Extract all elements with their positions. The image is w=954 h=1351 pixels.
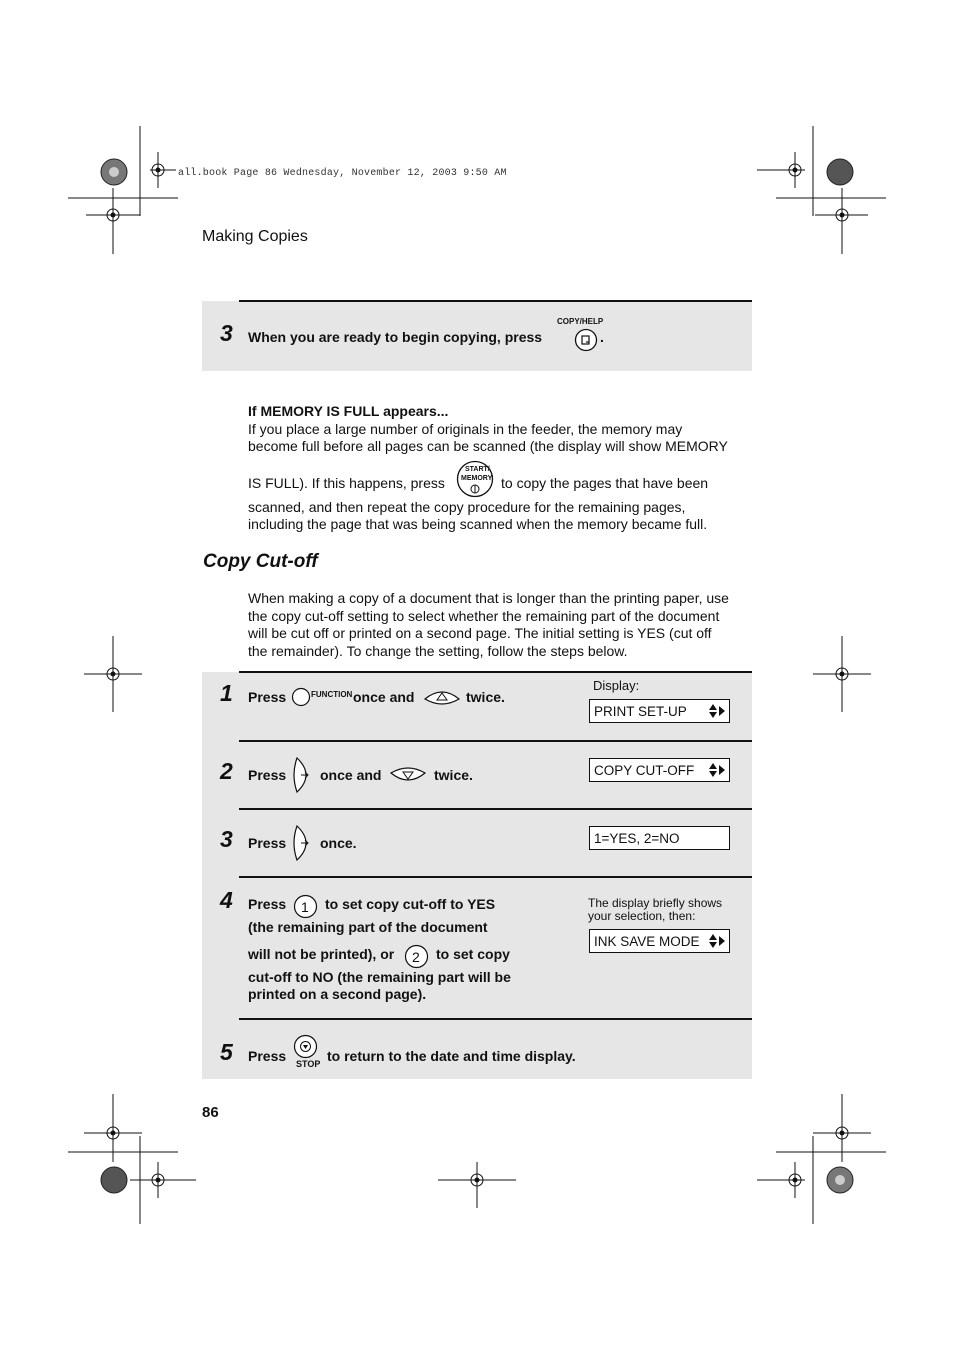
cutoff-para-line3: will be cut off or printed on a second page. The initial setting is YES (cut off	[248, 625, 712, 641]
top-step-text: When you are ready to begin copying, press	[248, 329, 543, 345]
memory-note-line5: including the page that was being scanned when the memory became full.	[248, 516, 708, 532]
display-print-setup-text: PRINT SET-UP	[594, 704, 687, 719]
scroll-arrows-icon	[709, 933, 725, 949]
memory-note-line3b: to copy the pages that have been	[501, 475, 709, 491]
cutoff-para-line1: When making a copy of a document that is longer than the printing paper, use	[248, 590, 729, 606]
display-ink-save-mode-text: INK SAVE MODE	[594, 934, 700, 949]
down-arrow-key-icon	[389, 765, 427, 785]
step5-rule	[239, 1018, 752, 1020]
step1-end: twice.	[466, 689, 505, 705]
copy-help-key-label: COPY/HELP	[557, 317, 604, 326]
display-yes-no	[589, 826, 730, 850]
copy-help-key-icon	[574, 328, 598, 352]
step3-number: 3	[220, 826, 233, 852]
display-yes-no-text: 1=YES, 2=NO	[594, 831, 680, 846]
section-title: Making Copies	[202, 228, 308, 245]
up-arrow-key-icon	[423, 687, 461, 707]
step5-press: Press	[248, 1048, 287, 1064]
step4-line3b: to set copy	[436, 946, 510, 962]
step2-rule	[239, 740, 752, 742]
step2-end: twice.	[434, 767, 473, 783]
scroll-arrows-icon	[709, 762, 725, 778]
function-key-icon	[291, 687, 311, 707]
key-2-label: 2	[412, 949, 420, 965]
cutoff-para-line4: the remainder). To change the setting, follow the steps below.	[248, 643, 628, 659]
file-header: all.book Page 86 Wednesday, November 12, 2003 9:50 AM	[178, 168, 507, 179]
cutoff-para-line2: the copy cut-off setting to select whether the remaining part of the document	[248, 608, 720, 624]
memory-note-line3a: IS FULL). If this happens, press	[248, 475, 445, 491]
right-arrow-key-icon	[293, 824, 315, 862]
step2-mid: once and	[320, 767, 382, 783]
step4-line1b: to set copy cut-off to YES	[325, 896, 496, 912]
display-ink-save-mode	[589, 929, 730, 953]
top-step-number: 3	[220, 320, 233, 346]
step4-line5: printed on a second page).	[248, 986, 427, 1002]
start-memory-key-label-1: START/	[465, 466, 490, 473]
step1-mid: once and	[353, 689, 415, 705]
key-1-label: 1	[301, 899, 309, 915]
memory-note-line4: scanned, and then repeat the copy procedure for the remaining pages,	[248, 499, 686, 515]
step2-number: 2	[220, 758, 233, 784]
step3-press: Press	[248, 835, 287, 851]
function-key-label: FUNCTION	[311, 690, 353, 699]
step4-note2: your selection, then:	[588, 909, 696, 923]
step4-line2: (the remaining part of the document	[248, 919, 488, 935]
scroll-arrows-icon	[709, 703, 725, 719]
step3-rule	[239, 808, 752, 810]
step4-note1: The display briefly shows	[588, 896, 723, 910]
step2-press: Press	[248, 767, 287, 783]
right-arrow-key-icon	[293, 756, 315, 794]
step3-end: once.	[320, 835, 357, 851]
step5-end: to return to the date and time display.	[327, 1048, 576, 1064]
step4-line4: cut-off to NO (the remaining part will be	[248, 969, 511, 985]
memory-note-line2: become full before all pages can be scanned (the display will show MEMORY	[248, 438, 728, 454]
step4-rule	[239, 876, 752, 878]
top-step-period: .	[600, 329, 604, 345]
display-copy-cutoff	[589, 758, 730, 782]
step1-number: 1	[220, 680, 233, 706]
step1-rule	[239, 671, 752, 673]
stop-key-icon	[293, 1034, 318, 1059]
step4-line3a: will not be printed), or	[248, 946, 395, 962]
step5-number: 5	[220, 1039, 233, 1065]
step1-press: Press	[248, 689, 287, 705]
display-label: Display:	[593, 678, 640, 693]
step4-press: Press	[248, 896, 287, 912]
display-print-setup	[589, 699, 730, 723]
memory-note-line1: If you place a large number of originals in the feeder, the memory may	[248, 421, 683, 437]
memory-note-title: If MEMORY IS FULL appears...	[248, 403, 449, 419]
step4-number: 4	[220, 887, 233, 913]
display-copy-cutoff-text: COPY CUT-OFF	[594, 763, 695, 778]
start-memory-key-label-2: MEMORY	[461, 475, 493, 482]
page-number: 86	[202, 1104, 219, 1121]
stop-key-label: STOP	[296, 1059, 321, 1069]
top-step-rule	[239, 300, 752, 302]
cutoff-heading: Copy Cut-off	[203, 551, 318, 572]
